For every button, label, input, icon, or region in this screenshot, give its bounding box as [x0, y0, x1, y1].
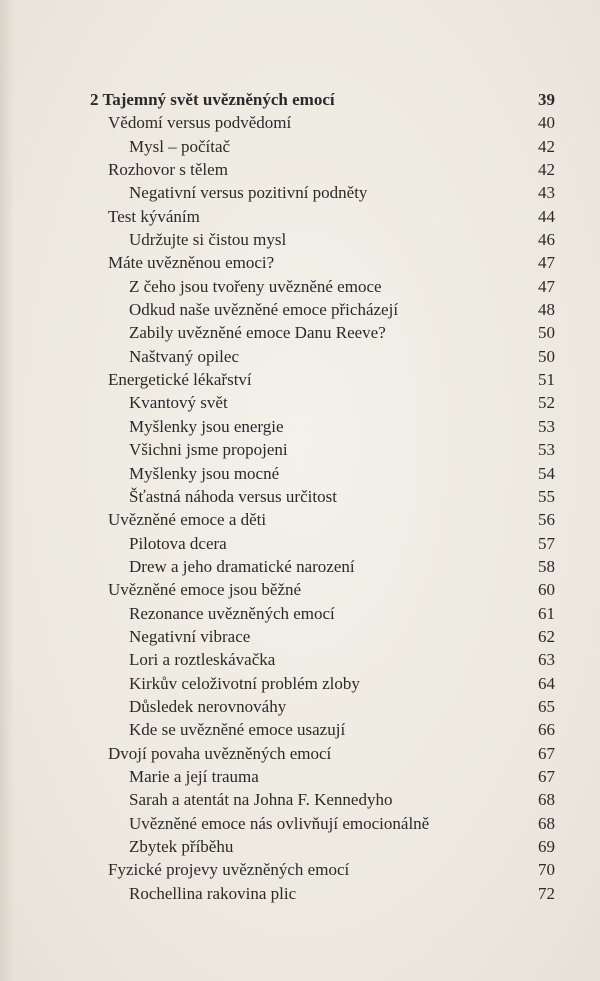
entry-page-number: 53 — [538, 416, 555, 436]
toc-section-entry — [0, 158, 600, 181]
entry-page-number: 69 — [538, 837, 555, 856]
entry-title: Uvězněné emoce nás ovlivňují emocionálně — [129, 813, 430, 833]
entry-title: Lori a roztleskávačka — [129, 650, 276, 670]
entry-page-number: 40 — [538, 113, 555, 133]
entry-page-number: 63 — [538, 650, 555, 670]
entry-page-number: 42 — [538, 160, 555, 180]
entry-title: Šťastná náhoda versus určitost — [129, 486, 337, 506]
entry-title: Z čeho jsou tvořeny uvězněné emoce — [129, 276, 382, 296]
entry-page-number: 58 — [538, 556, 555, 576]
toc-subsection-entry — [0, 835, 600, 858]
entry-page-number: 50 — [538, 346, 555, 366]
entry-page-number: 56 — [538, 510, 555, 530]
entry-page-number: 42 — [538, 136, 555, 156]
entry-page-number: 61 — [538, 603, 555, 623]
entry-title: Negativní vibrace — [129, 626, 251, 646]
toc-subsection-entry — [0, 718, 600, 741]
entry-page-number: 43 — [538, 183, 555, 203]
table-of-contents — [0, 88, 600, 905]
entry-title: Zbytek příběhu — [129, 837, 234, 856]
toc-subsection-entry — [0, 765, 600, 788]
entry-page-number: 68 — [538, 790, 555, 810]
toc-subsection-entry — [0, 181, 600, 204]
entry-title: Energetické lékařství — [108, 370, 252, 390]
entry-page-number: 53 — [538, 440, 555, 460]
entry-title: Kvantový svět — [129, 393, 228, 413]
entry-page-number: 62 — [538, 626, 555, 646]
toc-subsection-entry — [0, 788, 600, 811]
entry-title: Naštvaný opilec — [129, 346, 239, 366]
toc-subsection-entry — [0, 462, 600, 485]
toc-subsection-entry — [0, 391, 600, 414]
toc-section-entry — [0, 578, 600, 601]
entry-title: Uvězněné emoce jsou běžné — [108, 580, 302, 600]
entry-page-number: 72 — [538, 883, 555, 903]
toc-subsection-entry — [0, 812, 600, 835]
entry-page-number: 47 — [538, 253, 555, 273]
toc-subsection-entry — [0, 135, 600, 158]
toc-subsection-entry — [0, 648, 600, 671]
toc-subsection-entry — [0, 532, 600, 555]
entry-title: Sarah a atentát na Johna F. Kennedyho — [129, 790, 393, 810]
toc-subsection-entry — [0, 298, 600, 321]
entry-page-number: 55 — [538, 486, 555, 506]
entry-title: Myšlenky jsou mocné — [129, 463, 280, 483]
toc-section-entry — [0, 508, 600, 531]
entry-page-number: 44 — [538, 206, 555, 226]
entry-title: Vědomí versus podvědomí — [108, 113, 292, 133]
entry-title: Mysl – počítač — [129, 136, 231, 156]
entry-title: Rochellina rakovina plic — [129, 883, 297, 903]
toc-section-entry — [0, 251, 600, 274]
toc-subsection-entry — [0, 602, 600, 625]
entry-page-number: 60 — [538, 580, 555, 600]
entry-page-number: 51 — [538, 370, 555, 390]
entry-page-number: 54 — [538, 463, 555, 483]
entry-page-number: 64 — [538, 673, 555, 693]
entry-page-number: 68 — [538, 813, 555, 833]
entry-page-number: 47 — [538, 276, 555, 296]
toc-section-entry — [0, 205, 600, 228]
entry-title: Zabily uvězněné emoce Danu Reeve? — [129, 323, 386, 343]
toc-subsection-entry — [0, 228, 600, 251]
entry-title: Důsledek nerovnováhy — [129, 696, 287, 716]
entry-page-number: 66 — [538, 720, 555, 740]
entry-page-number: 48 — [538, 300, 555, 320]
entry-title: Test kýváním — [108, 206, 200, 226]
toc-subsection-entry — [0, 695, 600, 718]
toc-subsection-entry — [0, 672, 600, 695]
toc-section-entry — [0, 111, 600, 134]
entry-page-number: 52 — [538, 393, 555, 413]
entry-page-number: 67 — [538, 766, 555, 786]
entry-page-number: 57 — [538, 533, 555, 553]
entry-title: Dvojí povaha uvězněných emocí — [108, 743, 332, 763]
entry-title: Drew a jeho dramatické narození — [129, 556, 355, 576]
entry-title: Rezonance uvězněných emocí — [129, 603, 335, 623]
entry-title: Fyzické projevy uvězněných emocí — [108, 860, 350, 880]
toc-section-entry — [0, 858, 600, 881]
entry-title: Uvězněné emoce a děti — [108, 510, 267, 530]
entry-title: Kirkův celoživotní problém zloby — [129, 673, 360, 693]
entry-page-number: 67 — [538, 743, 555, 763]
toc-section-entry — [0, 368, 600, 391]
entry-title: Myšlenky jsou energie — [129, 416, 284, 436]
entry-page-number: 70 — [538, 860, 555, 880]
entry-page-number: 39 — [538, 90, 555, 109]
toc-subsection-entry — [0, 485, 600, 508]
entry-title: Všichni jsme propojeni — [129, 440, 288, 460]
entry-title: 2 Tajemný svět uvězněných emocí — [90, 90, 335, 109]
entry-title: Udržujte si čistou mysl — [129, 230, 287, 250]
entry-title: Máte uvězněnou emoci? — [108, 253, 275, 273]
entry-title: Negativní versus pozitivní podněty — [129, 183, 368, 203]
entry-title: Kde se uvězněné emoce usazují — [129, 720, 346, 740]
entry-page-number: 50 — [538, 323, 555, 343]
entry-page-number: 65 — [538, 696, 555, 716]
entry-page-number: 46 — [538, 230, 555, 250]
toc-subsection-entry — [0, 345, 600, 368]
toc-subsection-entry — [0, 275, 600, 298]
entry-title: Odkud naše uvězněné emoce přicházejí — [129, 300, 399, 320]
toc-section-entry — [0, 742, 600, 765]
entry-title: Marie a její trauma — [129, 766, 259, 786]
entry-title: Rozhovor s tělem — [108, 160, 228, 180]
toc-subsection-entry — [0, 321, 600, 344]
entry-title: Pilotova dcera — [129, 533, 227, 553]
toc-subsection-entry — [0, 438, 600, 461]
chapter-heading — [0, 88, 600, 111]
toc-subsection-entry — [0, 625, 600, 648]
toc-subsection-entry — [0, 882, 600, 905]
toc-subsection-entry — [0, 415, 600, 438]
toc-subsection-entry — [0, 555, 600, 578]
